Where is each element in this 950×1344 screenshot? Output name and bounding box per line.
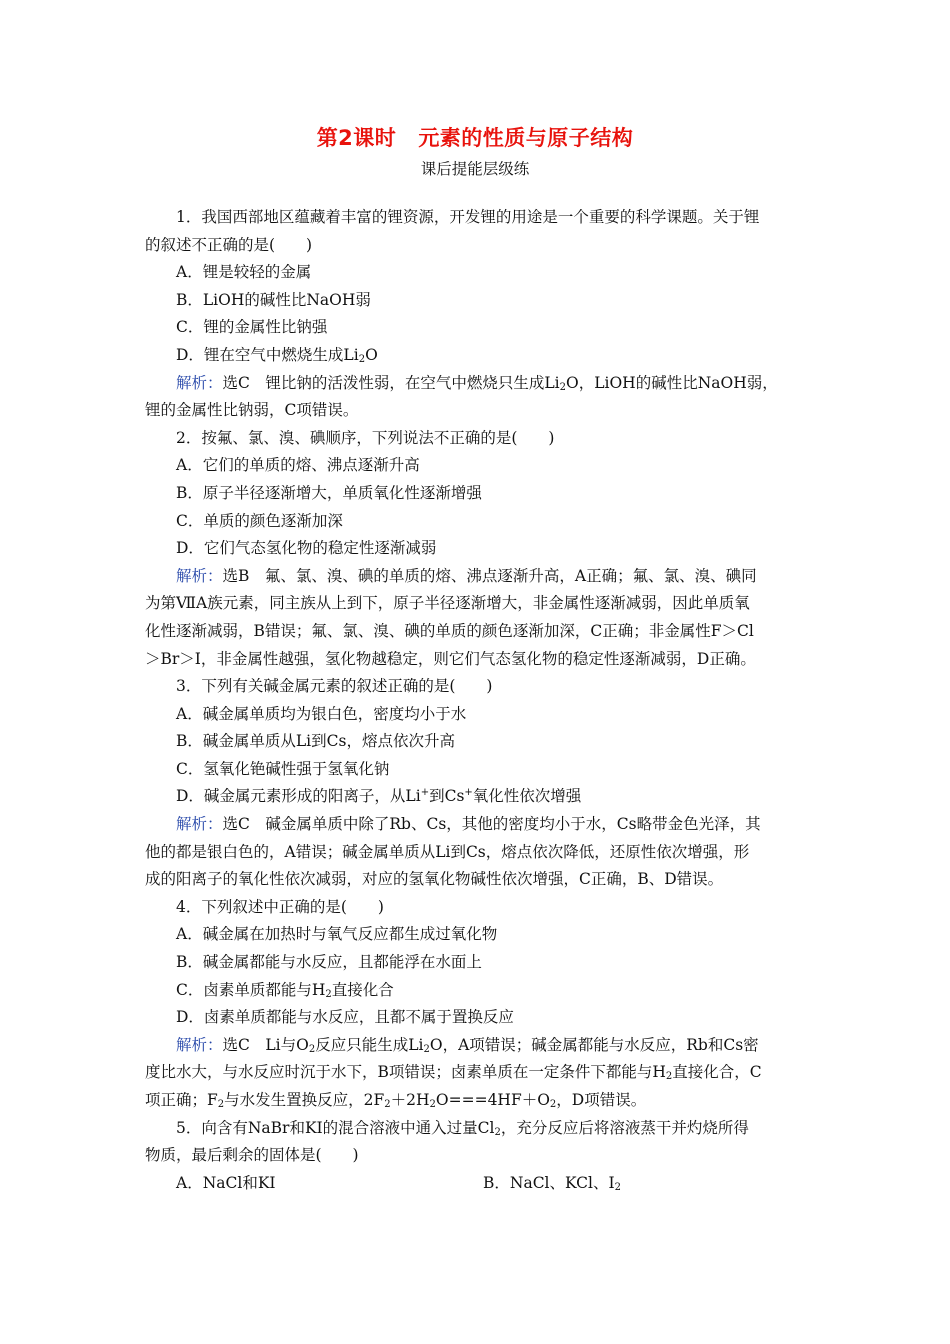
question-stem: 1．我国西部地区蕴藏着丰富的锂资源，开发锂的用途是一个重要的科学课题。关于锂 xyxy=(176,208,760,226)
analysis-text: 为第ⅦA族元素，同主族从上到下，原子半径逐渐增大，非金属性逐渐减弱，因此单质氧 xyxy=(145,594,750,613)
question-stem: 物质，最后剩余的固体是( ) xyxy=(145,1146,359,1165)
option-b: B．NaCl、KCl、$I_2$ xyxy=(483,1173,621,1193)
question-stem: 的叙述不正确的是( ) xyxy=(145,235,313,254)
analysis: 解析：选C 锂比钠的活泼性弱，在空气中燃烧只生成$Li_2O$，LiOH的碱性比NaOH弱， xyxy=(176,373,778,393)
option-c: C．氢氧化铯碱性强于氢氧化钠 xyxy=(176,759,390,778)
analysis: 解析：选B 氟、氯、溴、碘的单质的熔、沸点逐渐升高，A正确；氟、氯、溴、碘同 xyxy=(176,566,757,585)
analysis-label: 解析： xyxy=(176,815,223,834)
option-c: C．锂的金属性比钠强 xyxy=(176,318,328,337)
question-1 xyxy=(145,204,809,425)
option-a: A．锂是较轻的金属 xyxy=(176,263,312,282)
question-4 xyxy=(145,894,809,1115)
option-b: B．碱金属单质从Li到Cs，熔点依次升高 xyxy=(176,732,455,751)
lesson-topic: 元素的性质与原子结构 xyxy=(418,126,634,150)
option-d: D．它们气态氢化物的稳定性逐渐减弱 xyxy=(176,539,437,558)
option-a: A．它们的单质的熔、沸点逐渐升高 xyxy=(176,456,420,475)
option-d: D．锂在空气中燃烧生成$Li_2O$ xyxy=(176,345,378,365)
analysis-label: 解析： xyxy=(176,373,223,392)
analysis-text: 化性逐渐减弱，B错误；氟、氯、溴、碘的单质的颜色逐渐加深，C正确；非金属性F＞Cl xyxy=(145,621,754,640)
page-title xyxy=(0,122,950,152)
analysis-text: 他的都是银白色的，A错误；碱金属单质从Li到Cs，熔点依次降低，还原性依次增强，形 xyxy=(145,842,750,861)
question-5 xyxy=(145,1115,809,1198)
option-a: A．NaCl和KI xyxy=(176,1173,276,1192)
analysis-label: 解析： xyxy=(176,566,223,585)
analysis-label: 解析： xyxy=(176,1035,223,1054)
exercise-content xyxy=(145,204,809,1197)
option-c: C．卤素单质都能与$H_2$直接化合 xyxy=(176,980,394,1000)
options-row xyxy=(145,1170,809,1198)
page-subtitle: 课后提能层级练 xyxy=(420,160,530,178)
question-stem: 5．向含有NaBr和KI的混合溶液中通入过量$Cl_2$，充分反应后将溶液蒸干并灼烧所得 xyxy=(176,1118,749,1138)
option-b: B．碱金属都能与水反应，且都能浮在水面上 xyxy=(176,953,482,972)
option-a: A．碱金属在加热时与氧气反应都生成过氧化物 xyxy=(176,925,498,944)
analysis: 解析：选C Li与$O_2$反应只能生成$Li_2O$，A项错误；碱金属都能与水反应，Rb和Cs密 xyxy=(176,1035,759,1055)
analysis-text: 锂的金属性比钠弱，C项错误。 xyxy=(145,401,359,420)
question-stem: 3．下列有关碱金属元素的叙述正确的是( ) xyxy=(176,677,493,696)
analysis: 解析：选C 碱金属单质中除了Rb、Cs，其他的密度均小于水，Cs略带金色光泽，其 xyxy=(176,815,761,834)
analysis-text: 成的阳离子的氧化性依次减弱，对应的氢氧化物碱性依次增强，C正确，B、D错误。 xyxy=(145,870,724,889)
option-b: B．LiOH的碱性比NaOH弱 xyxy=(176,290,371,309)
option-a: A．碱金属单质均为银白色，密度均小于水 xyxy=(176,704,467,723)
option-c: C．单质的颜色逐渐加深 xyxy=(176,511,343,530)
option-d: D．碱金属元素形成的阳离子，从Li+到Cs+氧化性依次增强 xyxy=(176,787,582,806)
question-stem: 2．按氟、氯、溴、碘顺序，下列说法不正确的是( ) xyxy=(176,428,555,447)
question-3 xyxy=(145,673,809,894)
analysis-text: 项正确；$F_2$与水发生置换反应，$2F_2+2H_2O===4HF+O_2$，D项错误。 xyxy=(145,1091,647,1110)
option-d: D．卤素单质都能与水反应，且都不属于置换反应 xyxy=(176,1008,514,1027)
analysis-text: 度比水大，与水反应时沉于水下，B项错误；卤素单质在一定条件下都能与$H_2$直接化合，C xyxy=(145,1063,762,1083)
analysis-text: ＞Br＞I，非金属性越强，氢化物越稳定，则它们气态氢化物的稳定性逐渐减弱，D正确。 xyxy=(145,649,756,668)
lesson-number: 第2课时 xyxy=(316,126,397,150)
question-2 xyxy=(145,425,809,673)
question-stem: 4．下列叙述中正确的是( ) xyxy=(176,897,384,916)
option-b: B．原子半径逐渐增大，单质氧化性逐渐增强 xyxy=(176,483,482,502)
